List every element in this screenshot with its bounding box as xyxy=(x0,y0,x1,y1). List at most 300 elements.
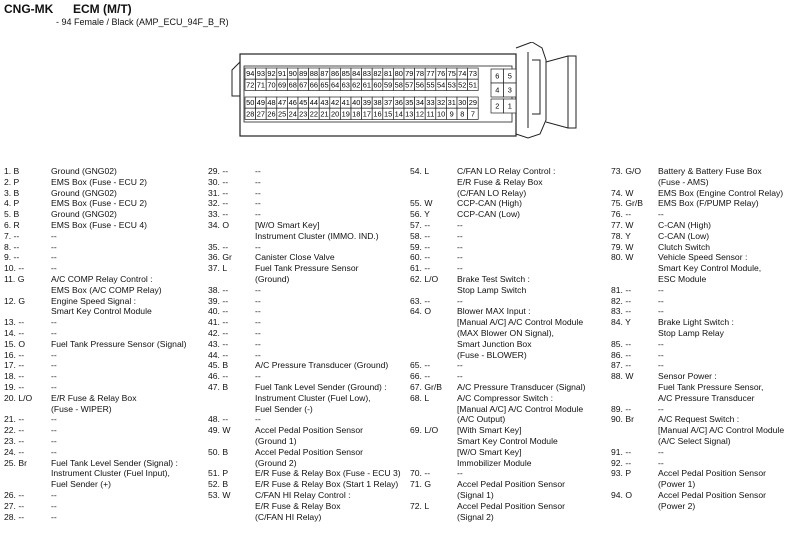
pin-number: 20. L/O xyxy=(4,392,33,403)
pin-entry xyxy=(611,371,799,403)
pin-description xyxy=(255,296,408,307)
pin-number: 70. -- xyxy=(410,468,431,479)
connector-pin xyxy=(287,68,298,79)
pin-description-line: -- xyxy=(51,241,57,252)
pin-entry xyxy=(4,188,204,199)
pin-number: 69. L/O xyxy=(410,425,439,436)
pin-entry xyxy=(208,490,408,522)
pin-description-line: Accel Pedal Position Sensor xyxy=(658,489,766,500)
pin-number: 57. -- xyxy=(410,219,431,230)
pin-label: 20 xyxy=(330,109,340,119)
pin-description-line: Smart Junction Box xyxy=(457,338,532,349)
power-pin xyxy=(491,99,504,113)
pin-description-line: -- xyxy=(51,500,57,511)
pin-description-line: Smart Key Control Module xyxy=(51,306,152,317)
pin-number: 16. -- xyxy=(4,349,25,360)
pin-number: 6. R xyxy=(4,219,20,230)
pin-description xyxy=(658,371,799,403)
pin-entry xyxy=(4,328,204,339)
pin-label: 33 xyxy=(426,98,435,108)
pin-number: 77. W xyxy=(611,219,634,230)
pin-description xyxy=(658,306,799,317)
pin-entry xyxy=(4,231,204,242)
pin-number: 5. B xyxy=(4,209,20,220)
pin-entry xyxy=(611,231,799,242)
connector-pin xyxy=(351,108,362,119)
pin-description-line: -- xyxy=(51,360,57,371)
pin-number: 30. -- xyxy=(208,176,229,187)
pin-entry xyxy=(410,382,610,393)
pin-number: 27. -- xyxy=(4,500,25,511)
connector-code: CNG-MK xyxy=(4,2,54,16)
pin-description xyxy=(51,198,204,209)
connector-pin xyxy=(436,68,447,79)
pin-label: 1 xyxy=(507,101,512,111)
pin-label: 16 xyxy=(373,109,382,119)
connector-pin xyxy=(245,97,256,108)
connector-pin xyxy=(319,97,330,108)
pin-entry xyxy=(410,231,610,242)
pin-description xyxy=(658,252,799,284)
pin-column-2 xyxy=(208,166,408,522)
pin-number: 72. L xyxy=(410,500,430,511)
pin-label: 28 xyxy=(246,109,255,119)
pin-entry xyxy=(208,360,408,371)
pin-number: 68. L xyxy=(410,392,430,403)
pin-entry xyxy=(208,328,408,339)
pin-entry xyxy=(611,188,799,199)
pin-number: 74. W xyxy=(611,187,634,198)
pin-description-line: -- xyxy=(457,252,463,263)
pin-entry xyxy=(611,447,799,458)
pin-label: 78 xyxy=(415,69,425,79)
connector-pin xyxy=(266,68,277,79)
pin-number: 43. -- xyxy=(208,338,229,349)
connector-pin xyxy=(457,79,468,90)
connector-pin xyxy=(309,108,320,119)
pin-description xyxy=(51,252,204,263)
connector-pin xyxy=(383,79,394,90)
pin-entry xyxy=(4,242,204,253)
pin-entry xyxy=(4,393,204,415)
pin-description-line: E/R Fuse & Relay Box xyxy=(255,500,341,511)
pin-description xyxy=(457,220,610,231)
connector-pin xyxy=(287,108,298,119)
pin-number: 9. -- xyxy=(4,252,20,263)
pin-description-line: A/C Pressure Transducer xyxy=(658,392,755,403)
pin-description-line: -- xyxy=(51,381,57,392)
pin-label: 84 xyxy=(352,69,361,79)
connector-pin xyxy=(425,108,436,119)
pin-label: 45 xyxy=(299,98,308,108)
pin-description-line: EMS Box (A/C COMP Relay) xyxy=(51,284,162,295)
pin-number: 33. -- xyxy=(208,209,229,220)
connector-pin xyxy=(393,108,404,119)
pin-number: 91. -- xyxy=(611,446,632,457)
pin-entry xyxy=(4,382,204,393)
pin-number: 45. B xyxy=(208,360,229,371)
pin-description xyxy=(658,458,799,469)
pin-description xyxy=(658,285,799,296)
pin-entry xyxy=(611,220,799,231)
pin-entry xyxy=(4,501,204,512)
pin-description xyxy=(255,166,408,177)
pin-entry xyxy=(611,317,799,339)
pin-description xyxy=(658,317,799,339)
pin-description-line: A/C COMP Relay Control : xyxy=(51,273,153,284)
pin-entry xyxy=(4,425,204,436)
connector-pin xyxy=(351,68,362,79)
pin-label: 10 xyxy=(436,109,446,119)
pin-label: 19 xyxy=(341,109,350,119)
pin-description xyxy=(51,220,204,231)
connector-pin xyxy=(245,79,256,90)
connector-pin xyxy=(372,108,383,119)
pin-entry xyxy=(410,274,610,296)
pin-entry xyxy=(611,166,799,188)
connector-pin xyxy=(446,97,457,108)
pin-label: 36 xyxy=(394,98,403,108)
connector-pin xyxy=(362,97,373,108)
pin-entry xyxy=(410,501,610,523)
pin-description-line: -- xyxy=(457,295,463,306)
pin-description xyxy=(51,501,204,512)
pin-description-line: Instrument Cluster (Fuel Input), xyxy=(51,468,170,479)
pin-description-line: -- xyxy=(255,241,261,252)
connector-pin xyxy=(362,108,373,119)
pin-description-line: C-CAN (High) xyxy=(658,219,711,230)
connector-pin xyxy=(436,97,447,108)
pin-label: 81 xyxy=(383,69,393,79)
pin-number: 28. -- xyxy=(4,511,25,522)
pin-description xyxy=(658,220,799,231)
connector-pin xyxy=(425,97,436,108)
pin-description-line: [Manual A/C] A/C Control Module xyxy=(658,425,785,436)
pin-description xyxy=(255,414,408,425)
pin-number: 24. -- xyxy=(4,446,25,457)
pin-description xyxy=(255,447,408,469)
pin-description-line: E/R Fuse & Relay Box xyxy=(457,176,543,187)
pin-description-line: -- xyxy=(51,327,57,338)
pin-number: 4. P xyxy=(4,198,20,209)
pin-number: 94. O xyxy=(611,489,633,500)
pin-description-line: -- xyxy=(51,414,57,425)
pin-description-line: Stop Lamp Relay xyxy=(658,327,724,338)
pin-description-line: Fuel Sender (+) xyxy=(51,479,111,490)
pin-label: 79 xyxy=(405,69,414,79)
pin-description-line: -- xyxy=(51,317,57,328)
pin-number: 58. -- xyxy=(410,230,431,241)
pin-description-line: Ground (GNG02) xyxy=(51,166,117,176)
connector-pin xyxy=(266,108,277,119)
power-pin xyxy=(504,83,517,97)
pin-description xyxy=(457,393,610,425)
pin-entry xyxy=(611,306,799,317)
pin-label: 89 xyxy=(299,69,308,79)
pin-number: 34. O xyxy=(208,219,230,230)
pin-label: 25 xyxy=(277,109,287,119)
pin-description-line: -- xyxy=(255,284,261,295)
power-pin xyxy=(491,69,504,83)
pin-number: 88. W xyxy=(611,371,634,382)
pin-label: 51 xyxy=(468,80,478,90)
pin-entry xyxy=(611,339,799,350)
pin-description-line: [With Smart Key] xyxy=(457,425,522,436)
latch-slot xyxy=(568,56,576,128)
pin-label: 93 xyxy=(256,69,266,79)
connector-pin xyxy=(277,108,288,119)
pin-number: 56. Y xyxy=(410,209,430,220)
connector-pin xyxy=(256,79,267,90)
pin-entry xyxy=(4,296,204,318)
pin-description-line: -- xyxy=(255,414,261,425)
pin-label: 12 xyxy=(415,109,425,119)
pin-description-line: CCP-CAN (Low) xyxy=(457,209,521,220)
pin-description-line: -- xyxy=(457,468,463,479)
pin-number: 42. -- xyxy=(208,327,229,338)
connector-pin xyxy=(330,79,341,90)
pin-number: 15. O xyxy=(4,338,26,349)
pin-entry xyxy=(208,285,408,296)
pin-label: 39 xyxy=(362,98,372,108)
pin-description xyxy=(255,360,408,371)
pin-number: 80. W xyxy=(611,252,634,263)
connector-pin xyxy=(319,108,330,119)
pin-description xyxy=(255,479,408,490)
connector-pin xyxy=(383,108,394,119)
connector-pin xyxy=(319,68,330,79)
pin-description-line: (MAX Blower ON Signal), xyxy=(457,327,554,338)
pin-entry xyxy=(611,296,799,307)
pin-number: 55. W xyxy=(410,198,433,209)
pin-number: 54. L xyxy=(410,166,430,176)
pin-description xyxy=(457,296,610,307)
pin-description-line: A/C Request Switch : xyxy=(658,414,740,425)
pin-entry xyxy=(4,263,204,274)
connector-pin xyxy=(340,108,351,119)
pin-entry xyxy=(4,274,204,296)
pin-label: 4 xyxy=(495,85,500,95)
pin-description xyxy=(658,414,799,446)
pin-column-1 xyxy=(4,166,204,522)
connector-pin xyxy=(383,97,394,108)
pin-description xyxy=(658,404,799,415)
pin-description-line: -- xyxy=(255,327,261,338)
pin-label: 35 xyxy=(405,98,414,108)
pin-description-line: A/C Pressure Transducer (Signal) xyxy=(457,381,586,392)
connector-pin xyxy=(277,68,288,79)
pin-description xyxy=(658,209,799,220)
pin-label: 31 xyxy=(447,98,456,108)
connector-pin xyxy=(309,79,320,90)
pin-label: 63 xyxy=(341,80,350,90)
pin-label: 66 xyxy=(309,80,319,90)
pin-number: 25. Br xyxy=(4,457,27,468)
pin-description xyxy=(51,339,204,350)
pin-description-line: -- xyxy=(255,295,261,306)
pin-entry xyxy=(410,252,610,263)
pin-description-line: -- xyxy=(255,306,261,317)
pin-label: 46 xyxy=(288,98,297,108)
pin-label: 8 xyxy=(460,109,465,119)
pin-entry xyxy=(4,198,204,209)
pin-description xyxy=(255,242,408,253)
pin-entry xyxy=(410,393,610,425)
pin-description-line: EMS Box (F/PUMP Relay) xyxy=(658,198,759,209)
pin-description-line: Canister Close Valve xyxy=(255,252,335,263)
pin-label: 57 xyxy=(405,80,414,90)
pin-description xyxy=(51,382,204,393)
pin-description-line: Accel Pedal Position Sensor xyxy=(658,468,766,479)
pin-entry xyxy=(208,414,408,425)
pin-label: 94 xyxy=(246,69,255,79)
pin-label: 92 xyxy=(267,69,276,79)
pin-label: 18 xyxy=(352,109,361,119)
pin-number: 8. -- xyxy=(4,241,20,252)
pin-description xyxy=(255,252,408,263)
pin-description-line: Stop Lamp Switch xyxy=(457,284,527,295)
pin-entry xyxy=(208,350,408,361)
connector-pin xyxy=(266,97,277,108)
pin-number: 86. -- xyxy=(611,349,632,360)
pin-label: 23 xyxy=(299,109,308,119)
pin-description-line: Ground (GNG02) xyxy=(51,187,117,198)
pin-description xyxy=(255,350,408,361)
pin-description-line: -- xyxy=(255,176,261,187)
pin-label: 40 xyxy=(352,98,361,108)
pin-number: 40. -- xyxy=(208,306,229,317)
pin-number: 52. B xyxy=(208,479,229,490)
pin-number: 17. -- xyxy=(4,360,25,371)
pin-label: 87 xyxy=(320,69,329,79)
pin-description-line: (Fuse - WIPER) xyxy=(51,403,112,414)
pin-description-line: -- xyxy=(658,209,664,220)
pin-label: 21 xyxy=(320,109,329,119)
pin-entry xyxy=(4,458,204,490)
pin-number: 89. -- xyxy=(611,403,632,414)
connector-pin xyxy=(256,97,267,108)
pin-label: 53 xyxy=(447,80,456,90)
pin-description xyxy=(658,198,799,209)
pin-entry xyxy=(410,425,610,468)
connector-pin xyxy=(298,79,309,90)
connector-pin xyxy=(415,68,426,79)
pin-label: 44 xyxy=(309,98,319,108)
pin-label: 11 xyxy=(426,109,435,119)
pin-description xyxy=(255,220,408,242)
pin-entry xyxy=(208,263,408,285)
pin-description xyxy=(457,231,610,242)
pin-label: 55 xyxy=(426,80,435,90)
connector-pin xyxy=(256,68,267,79)
pin-label: 61 xyxy=(362,80,372,90)
pin-number: 7. -- xyxy=(4,230,20,241)
connector-pin xyxy=(351,79,362,90)
connector-pin xyxy=(298,108,309,119)
pin-description xyxy=(255,425,408,447)
pin-description xyxy=(51,231,204,242)
pin-description-line: -- xyxy=(255,209,261,220)
pin-number: 67. Gr/B xyxy=(410,381,442,392)
pin-label: 9 xyxy=(449,109,454,119)
pin-description-line: -- xyxy=(255,187,261,198)
pin-label: 2 xyxy=(495,101,500,111)
pin-number: 3. B xyxy=(4,187,20,198)
connector-pin xyxy=(330,68,341,79)
pin-description-line: -- xyxy=(658,338,664,349)
pin-label: 47 xyxy=(277,98,287,108)
pin-label: 90 xyxy=(288,69,297,79)
pin-label: 5 xyxy=(507,71,512,81)
pin-entry xyxy=(208,447,408,469)
pin-label: 71 xyxy=(256,80,266,90)
pin-description-line: (Fuse - BLOWER) xyxy=(457,349,527,360)
pin-label: 6 xyxy=(495,71,500,81)
pin-number: 51. P xyxy=(208,468,229,479)
pin-entry xyxy=(208,317,408,328)
pin-description-line: (A/C Select Signal) xyxy=(658,435,731,446)
pin-number: 19. -- xyxy=(4,381,25,392)
connector-pin xyxy=(340,68,351,79)
connector-pin xyxy=(309,68,320,79)
pin-description-line: (Ground) xyxy=(255,273,290,284)
pin-description-line: -- xyxy=(658,457,664,468)
pin-description-line: A/C Pressure Transducer (Ground) xyxy=(255,360,389,371)
pin-number: 73. G/O xyxy=(611,166,642,176)
pin-entry xyxy=(611,242,799,253)
pin-label: 64 xyxy=(330,80,340,90)
pin-description-line: Brake Test Switch : xyxy=(457,273,530,284)
pin-description-line: Fuel Tank Level Sender (Ground) : xyxy=(255,381,387,392)
pin-description-line: Brake Light Switch : xyxy=(658,317,734,328)
connector-pin xyxy=(457,108,468,119)
pin-description xyxy=(457,198,610,209)
pin-description xyxy=(51,371,204,382)
pin-entry xyxy=(410,220,610,231)
pin-description-line: (Signal 2) xyxy=(457,511,494,522)
pin-entry xyxy=(4,447,204,458)
pin-description-line: Accel Pedal Position Sensor xyxy=(255,446,363,457)
pin-entry xyxy=(611,252,799,284)
pin-description-line: -- xyxy=(457,230,463,241)
pin-entry xyxy=(4,252,204,263)
connector-subtitle: - 94 Female / Black (AMP_ECU_94F_B_R) xyxy=(56,17,229,27)
pin-description-line: -- xyxy=(658,306,664,317)
pin-entry xyxy=(611,458,799,469)
pin-number: 81. -- xyxy=(611,284,632,295)
pin-label: 91 xyxy=(277,69,287,79)
pin-description-line: -- xyxy=(255,371,261,382)
pin-label: 43 xyxy=(320,98,329,108)
pin-entry xyxy=(410,468,610,479)
pin-entry xyxy=(208,198,408,209)
pin-description-line: C/FAN LO Relay Control : xyxy=(457,166,556,176)
connector-pin xyxy=(277,97,288,108)
pin-label: 73 xyxy=(468,69,478,79)
pin-description-line: A/C Compressor Switch : xyxy=(457,392,553,403)
pin-description-line: -- xyxy=(51,511,57,522)
pin-description-line: Fuel Tank Pressure Sensor xyxy=(255,263,359,274)
pin-description xyxy=(255,198,408,209)
pin-description xyxy=(658,339,799,350)
pin-label: 72 xyxy=(246,80,255,90)
pin-description-line: Engine Speed Signal : xyxy=(51,295,137,306)
pin-entry xyxy=(208,371,408,382)
connector-pin xyxy=(298,97,309,108)
pin-description xyxy=(255,328,408,339)
pin-entry xyxy=(208,479,408,490)
pin-description xyxy=(457,501,610,523)
